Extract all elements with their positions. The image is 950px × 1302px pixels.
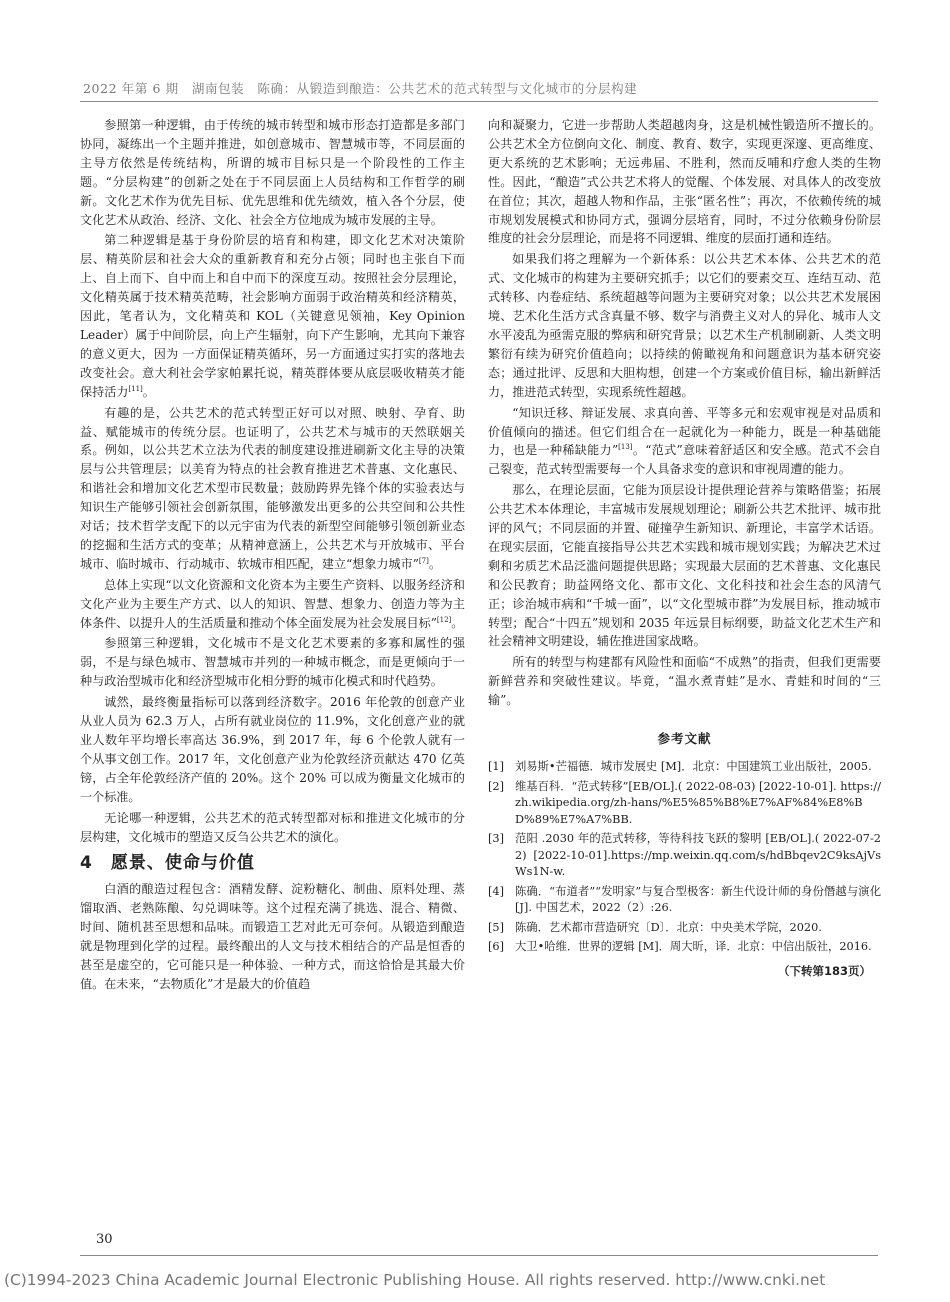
citation: [11] [128,384,143,393]
paragraph: 参照第一种逻辑，由于传统的城市转型和城市形态打造都是多部门协同，凝练出一个主题并推进，如创意城市、智慧城市等，不同层面的主导方依然是传统结构，所谓的城市目标只是一个阶段性的工作主题。“分层构建”的创新之处在于不同层面上人员结构和工作哲学的刷新。文化艺术作为优先目标、优先思维和优先绩效，植入各个分层，使文化艺术从政治、经济、文化、社会全方位地成为城市发展的主导。 [80,118,465,227]
header-rule [80,101,878,102]
continued-note: （下转第183页） [777,963,871,978]
paragraph: 第二种逻辑是基于身份阶层的培育和构建，即文化艺术对决策阶层、精英阶层和社会大众的重新教育和充分占领；同时也主张自下而上、自上而下、自中而上和自中而下的深度互动。按照社会分层理论，文化精英属于技术精英范畴，社会影响方面弱于政治精英和经济精英，因此，笔者认为，文化精英和 KOL（关键意见领袖，Key Opinion Leader）属于中间阶层，向上产生辐射，向下产生影响，尤其向下兼容的意义更大，因为 一方面保证精英循环，另一方面通过实打实的落地去改变社会。意大利社会学家帕累托说，精英群体要从底层吸收精英才能保持活力[11]。 [80,233,465,399]
page-number: 30 [96,1232,113,1247]
left-column [80,116,465,996]
paragraph: 那么，在理论层面，它能为顶层设计提供理论营养与策略借鉴；拓展公共艺术本体理论，丰富城市发展规划理论；刷新公共艺术批评、城市批评的风气；不同层面的并置、碰撞孕生新知识、新理论，丰富学术话语。在现实层面，它能直接指导公共艺术实践和城市规划实践；为解决艺术过剩和劣质艺术品泛滥问题提供思路；实现最大层面的艺术普惠、文化惠民和公民教育；助益网络文化、都市文化、文化科技和社会生态的风清气正；诊治城市病和“千城一面”，以“文化型城市群”为发展目标，推动城市转型；配合“十四五”规划和 2035 年远景目标纲要，助益文化艺术生产和社会精神文明建设，辅佐推进国家战略。 [488,483,881,649]
reference-item: [4] 陈确．“布道者”“发明家”与复合型极客：新生代设计师的身份僭越与演化 [J]. 中国艺术，2022（2）:26. [488,884,881,914]
footer-rule [80,1255,878,1256]
reference-item: [5] 陈确．艺术都市营造研究〔D〕．北京：中央美术学院，2020. [488,920,822,934]
references-title: 参考文献 [657,731,712,747]
copyright-line: (C)1994-2023 China Academic Journal Electronic Publishing House. All rights reserved. http://www.cnki.net [4,1271,826,1289]
paragraph: 白酒的酿造过程包含：酒精发酵、淀粉糖化、制曲、原料处理、蒸馏取酒、老熟陈酿、勾兑调味等。这个过程充满了挑选、混合、精微、时间、随机甚至思想和品味。而锻造工艺对此无可奈何。从锻造到酿造就是物理到化学的过程。最终酿出的人文与技术相结合的产品是恒香的甚至是虚空的，它可能只是一种体验、一种方式，而这恰恰是其最大价值。在未来，“去物质化”才是最大的价值趋 [80,882,465,991]
citation: [12] [436,615,452,624]
reference-item: [6] 大卫•哈维．世界的逻辑 [M]．周大昕，译．北京：中信出版社，2016. [488,940,872,953]
section-heading: 4 愿景、使命与价值 [80,853,255,874]
reference-item: [3] 范阳 .2030 年的范式转移，等待科技飞跃的黎明 [EB/OL].( 2022-07-22) [2022-10-01].https://mp.weixin.qq.com/s/hdBbqev2C9ksAjVsWs1N-w. [488,832,881,878]
paragraph: 诚然，最终衡量指标可以落到经济数字。2016 年伦敦的创意产业从业人员为 62.3 万人，占所有就业岗位的 11.9%，文化创意产业的就业人数年平均增长率高达 36.9%，到 2017 年，每 6 个伦敦人就有一个从事文创工作。2017 年，文化创意产业为伦敦经济贡献达 470 亿英镑，占全年伦敦经济产值的 20%。这个 20% 可以成为衡量文化城市的一个标准。 [80,695,465,804]
paragraph: 参照第三种逻辑，文化城市不是文化艺术要素的多寡和属性的强弱，不是与绿色城市、智慧城市并列的一种城市概念，而是更倾向于一种与政治型城市化和经济型城市化相分野的城市化模式和时代趋势。 [80,636,465,689]
paragraph: 无论哪一种逻辑，公共艺术的范式转型都对标和推进文化城市的分层构建，文化城市的塑造又反刍公共艺术的演化。 [80,810,465,844]
paragraph: 有趣的是，公共艺术的范式转型正好可以对照、映射、孕育、助益、赋能城市的传统分层。也证明了，公共艺术与城市的天然联姻关系。例如，以公共艺术立法为代表的制度建设推进刷新文化主导的决策层与公共管理层；以美育为特点的社会教育推进艺术普惠、文化惠民、和谐社会和增加文化艺术型市民数量；鼓励跨界先锋个体的实验表达与知识生产能够引领社会创新氛围，能够激发出更多的公共空间和公共性对话；技术哲学支配下的以元宇宙为代表的新型空间能够引领创新业态的挖掘和生活方式的变革；从精神意涵上，公共艺术与开放城市、平台城市、临时城市、行动城市、软城市相匹配，建立“想象力城市”[7]。 [80,405,465,571]
paragraph: 总体上实现“以文化资源和文化资本为主要生产资料、以服务经济和文化产业为主要生产方式、以人的知识、智慧、想象力、创造力等为主体条件、以提升人的生活质量和推动个体全面发展为社会发展目标”[12]。 [80,577,465,630]
references-list [488,759,881,956]
paragraph-continuation: 向和凝聚力，它进一步帮助人类超越肉身，这是机械性锻造所不擅长的。公共艺术全方位倒向文化、制度、教育、数字，实现更深邃、更高维度、更大系统的艺术影响；无远弗届、不胜利，然而反哺和疗愈人类的生物性。因此，“酿造”式公共艺术将人的觉醒、个体发展、对具体人的改变放在首位；其次，超越人物和作品，主张“匿名性”；再次，不依赖传统的城市规划发展模式和协同方式，强调分层培育，同时，不过分依赖身份阶层维度的社会分层理论，而是将不同逻辑、维度的层面打通和连结。 [488,118,881,246]
paragraph: 如果我们将之理解为一个新体系：以公共艺术本体、公共艺术的范式、文化城市的构建为主要研究抓手；以它们的要素交互、连结互动、范式转移、内卷症结、系统超越等问题为主要研究对象；以公共艺术发展困境、艺术化生活方式含真量不够、数字与消费主义对人的异化、城市人文水平凌乱为亟需克服的弊病和研究背景；以艺术生产机制刷新、人类文明繁衍有续为研究价值趋向；以持续的俯瞰视角和问题意识为基本研究姿态；通过批评、反思和大胆构想，创建一个方案或价值目标，输出新鲜活力，推进范式转型，实现系统性超越。 [488,252,881,399]
paragraph: 所有的转型与构建都有风险性和面临“不成熟”的指责，但我们更需要新鲜营养和突破性建议。毕竟，“温水煮青蛙”是水、青蛙和时间的“三输”。 [488,655,881,708]
reference-item: [2] 维基百科．“范式转移”[EB/OL].( 2022-08-03) [2022-10-01]. https://zh.wikipedia.org/zh-hans/%E5%85%B8%E7%AF%84%E8%BD%89%E7%A7%BB. [488,779,881,826]
running-header: 2022 年第 6 期 湖南包装 陈确：从锻造到酿造：公共艺术的范式转型与文化城市的分层构建 [83,81,638,96]
citation: [7] [418,556,429,565]
citation: [13] [618,443,633,452]
right-column [488,116,881,980]
reference-item: [1] 刘易斯•芒福德．城市发展史 [M]．北京：中国建筑工业出版社，2005. [488,760,872,773]
paragraph: “知识迁移、辩证发展、求真向善、平等多元和宏观审视是对品质和价值倾向的描述。但它们组合在一起就化为一种能力，既是一种基础能力，也是一种稀缺能力”[13]。“范式”意味着舒适区和安全感。范式不会自己裂变，范式转型需要每一个人具备求变的意识和审视周遭的能力。 [488,405,881,477]
